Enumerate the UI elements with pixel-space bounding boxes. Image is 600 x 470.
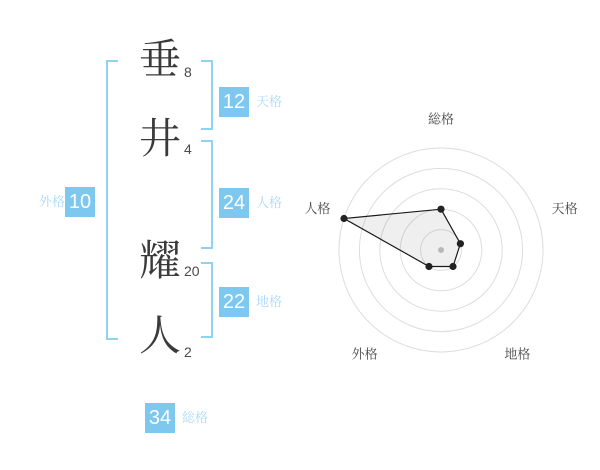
radar-data-point <box>437 206 444 213</box>
name-char-2: 井 <box>138 115 181 162</box>
name-char-4-stroke-count: 2 <box>184 344 192 360</box>
chikaku-label: 地格 <box>256 294 283 309</box>
name-char-1: 垂 <box>138 36 181 83</box>
radar-axis-label: 人格 <box>304 201 331 217</box>
radar-chart <box>285 85 600 385</box>
gaikaku-value-badge: 10 <box>65 187 95 217</box>
name-char-1-stroke-count: 8 <box>184 64 192 80</box>
tenkaku-value-badge: 12 <box>219 87 249 117</box>
soukaku-label: 総格 <box>182 410 209 425</box>
radar-axis-label: 地格 <box>504 346 531 362</box>
jinkaku-value-badge: 24 <box>219 188 249 218</box>
gaikaku-bracket <box>106 60 118 340</box>
tenkaku-label: 天格 <box>256 94 283 109</box>
radar-data-point <box>340 215 347 222</box>
name-char-3: 耀 <box>138 237 181 284</box>
radar-data-polygon <box>344 209 460 266</box>
radar-data-point <box>457 240 464 247</box>
radar-data-point <box>449 263 456 270</box>
name-char-4: 人 <box>138 312 181 359</box>
name-char-2-stroke-count: 4 <box>184 141 192 157</box>
chikaku-value-badge: 22 <box>219 287 249 317</box>
radar-center-dot <box>438 247 444 253</box>
jinkaku-label: 人格 <box>256 195 283 210</box>
name-char-3-stroke-count: 20 <box>184 263 200 279</box>
radar-axis-label: 総格 <box>427 111 455 127</box>
radar-data-point <box>425 263 432 270</box>
radar-axis-label: 天格 <box>551 201 578 217</box>
gaikaku-label: 外格 <box>39 194 66 209</box>
radar-axis-label: 外格 <box>351 346 378 362</box>
soukaku-value-badge: 34 <box>145 403 175 433</box>
